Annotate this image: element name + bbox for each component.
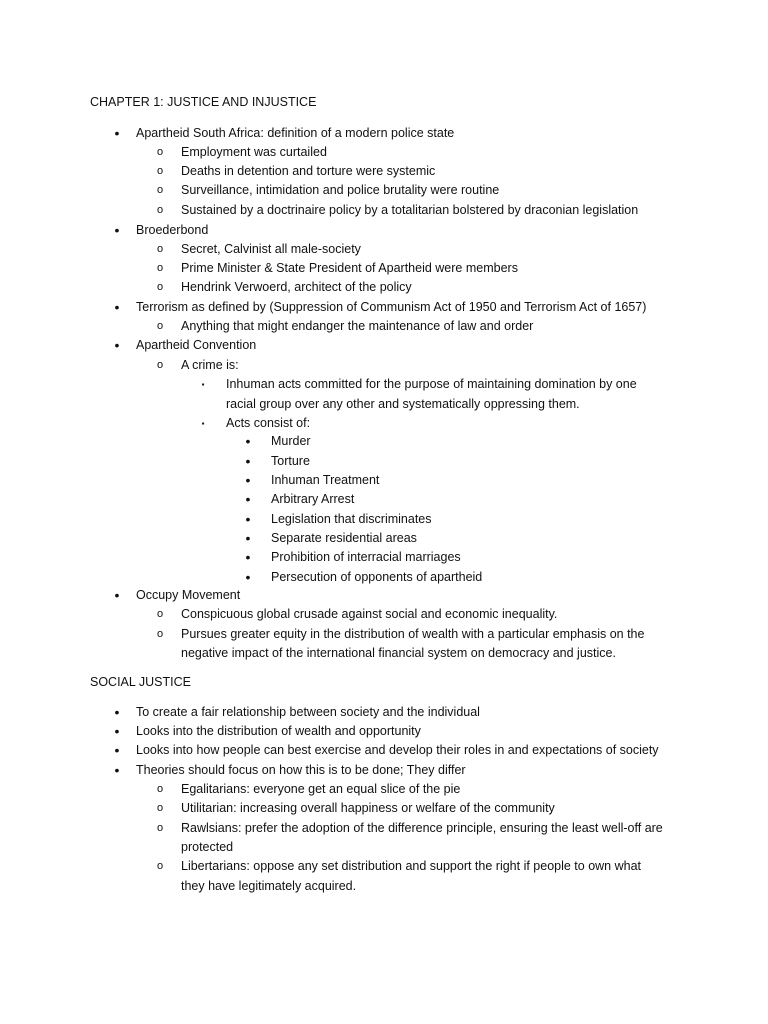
bullet-icon: • [114, 762, 120, 778]
list-item: Torture [271, 454, 310, 468]
circle-bullet-icon: o [156, 320, 164, 332]
circle-bullet-icon: o [156, 822, 164, 834]
list-item: Egalitarians: everyone get an equal slice of the pie [181, 782, 461, 796]
circle-bullet-icon: o [156, 184, 164, 196]
bullet-icon: • [245, 530, 251, 546]
list-item: Deaths in detention and torture were systemic [181, 164, 436, 178]
list-item: Legislation that discriminates [271, 512, 432, 526]
list-item: Secret, Calvinist all male-society [181, 242, 361, 256]
list-item: Libertarians: oppose any set distribution and support the right if people to own what [181, 859, 642, 873]
circle-bullet-icon: o [156, 628, 164, 640]
circle-bullet-icon: o [156, 262, 164, 274]
list-item: Hendrink Verwoerd, architect of the policy [181, 280, 412, 294]
bullet-icon: • [245, 472, 251, 488]
circle-bullet-icon: o [156, 204, 164, 216]
list-item: Apartheid Convention [136, 338, 257, 352]
bullet-icon: • [245, 491, 251, 507]
list-item: Separate residential areas [271, 531, 417, 545]
list-item: Employment was curtailed [181, 145, 327, 159]
list-item: Anything that might endanger the maintenance of law and order [181, 319, 534, 333]
list-item: Inhuman Treatment [271, 473, 380, 487]
list-item: Prohibition of interracial marriages [271, 550, 461, 564]
bullet-icon: • [245, 433, 251, 449]
bullet-icon: • [114, 337, 120, 353]
bullet-icon: • [114, 587, 120, 603]
circle-bullet-icon: o [156, 802, 164, 814]
circle-bullet-icon: o [156, 783, 164, 795]
square-bullet-icon: ▪ [201, 380, 205, 389]
list-item: Broederbond [136, 223, 209, 237]
list-item: Sustained by a doctrinaire policy by a totalitarian bolstered by draconian legislation [181, 203, 639, 217]
bullet-icon: • [245, 569, 251, 585]
list-item: Conspicuous global crusade against social and economic inequality. [181, 607, 558, 621]
list-item: Theories should focus on how this is to be done; They differ [136, 763, 466, 777]
list-item: Inhuman acts committed for the purpose of maintaining domination by one [226, 377, 637, 391]
bullet-icon: • [114, 704, 120, 720]
heading-social-justice: SOCIAL JUSTICE [90, 675, 191, 689]
circle-bullet-icon: o [156, 165, 164, 177]
circle-bullet-icon: o [156, 243, 164, 255]
list-item: Prime Minister & State President of Apartheid were members [181, 261, 518, 275]
list-item: they have legitimately acquired. [181, 879, 357, 893]
circle-bullet-icon: o [156, 608, 164, 620]
circle-bullet-icon: o [156, 146, 164, 158]
heading-chapter-1: CHAPTER 1: JUSTICE AND INJUSTICE [90, 95, 317, 109]
list-item: A crime is: [181, 358, 239, 372]
square-bullet-icon: ▪ [201, 419, 205, 428]
bullet-icon: • [245, 453, 251, 469]
bullet-icon: • [114, 742, 120, 758]
bullet-icon: • [114, 125, 120, 141]
bullet-icon: • [245, 511, 251, 527]
bullet-icon: • [114, 723, 120, 739]
list-item: Terrorism as defined by (Suppression of Communism Act of 1950 and Terrorism Act of 1657) [136, 300, 647, 314]
list-item: Surveillance, intimidation and police brutality were routine [181, 183, 500, 197]
list-item: Persecution of opponents of apartheid [271, 570, 483, 584]
list-item: Looks into the distribution of wealth and opportunity [136, 724, 421, 738]
list-item: Acts consist of: [226, 416, 311, 430]
list-item: Murder [271, 434, 311, 448]
circle-bullet-icon: o [156, 359, 164, 371]
list-item: Pursues greater equity in the distribution of wealth with a particular emphasis on the [181, 627, 645, 641]
list-item: Occupy Movement [136, 588, 241, 602]
list-item: Looks into how people can best exercise and develop their roles in and expectations of society [136, 743, 659, 757]
circle-bullet-icon: o [156, 281, 164, 293]
list-item: racial group over any other and systematically oppressing them. [226, 397, 580, 411]
list-item: Apartheid South Africa: definition of a modern police state [136, 126, 455, 140]
list-item: protected [181, 840, 234, 854]
bullet-icon: • [114, 222, 120, 238]
list-item: Arbitrary Arrest [271, 492, 355, 506]
list-item: negative impact of the international financial system on democracy and justice. [181, 646, 616, 660]
bullet-icon: • [245, 549, 251, 565]
circle-bullet-icon: o [156, 860, 164, 872]
list-item: Utilitarian: increasing overall happiness or welfare of the community [181, 801, 555, 815]
bullet-icon: • [114, 299, 120, 315]
list-item: To create a fair relationship between society and the individual [136, 705, 480, 719]
list-item: Rawlsians: prefer the adoption of the difference principle, ensuring the least well-off are [181, 821, 663, 835]
